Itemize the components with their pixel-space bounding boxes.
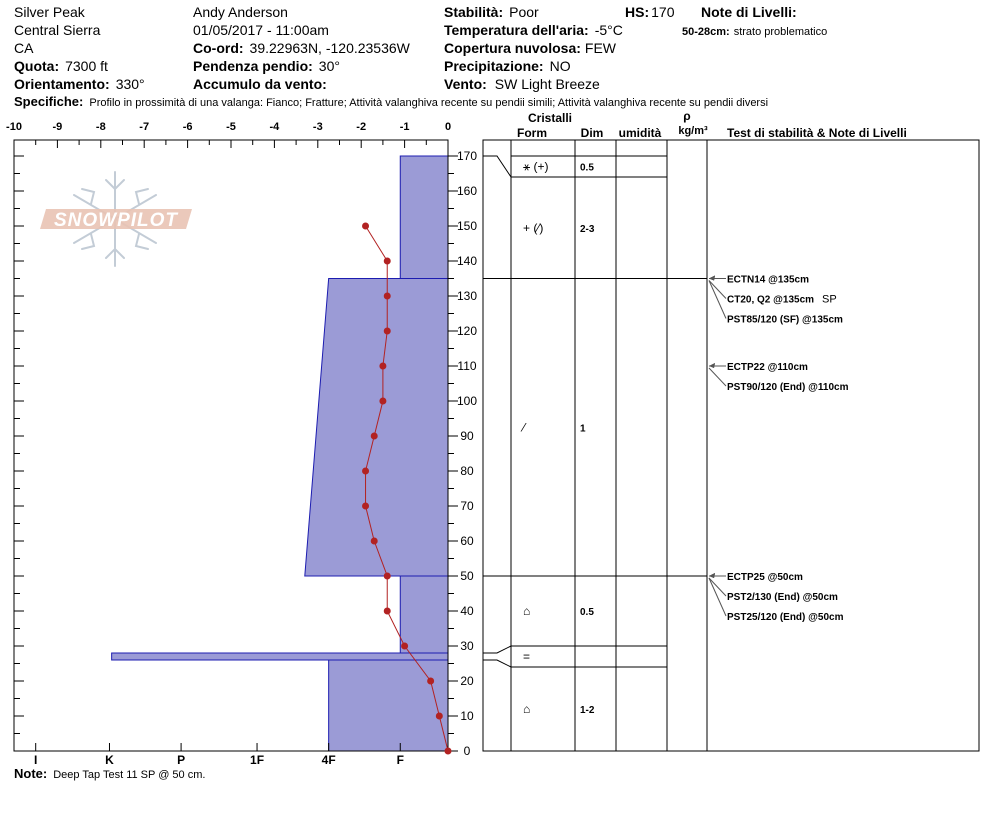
svg-text:Temperatura dell'aria:-5°C: [444, 22, 623, 38]
svg-text:Accumulo da vento:: [193, 76, 327, 92]
wind-label: Vento:: [444, 76, 487, 92]
height-tick-label: 160: [456, 184, 478, 198]
col-header-density-unit: kg/m³: [678, 125, 708, 137]
height-tick-label: 150: [456, 219, 478, 233]
grain-form-symbol: =: [523, 649, 531, 664]
height-tick-label: 90: [460, 429, 474, 443]
col-header-dim: Dim: [580, 126, 604, 140]
layer-rows: [520, 160, 595, 717]
height-tick-label: 40: [460, 604, 474, 618]
test-connector: [709, 578, 726, 596]
note-text: Deep Tap Test 11 SP @ 50 cm.: [53, 769, 206, 781]
hardness-bar: [400, 576, 448, 653]
svg-text:Orientamento:330°: [14, 76, 145, 92]
grain-size: 1-2: [580, 705, 595, 716]
grain-size: 2-3: [580, 223, 595, 235]
state: CA: [14, 40, 34, 56]
datetime: 01/05/2017 - 11:00am: [193, 22, 329, 38]
hardness-axis-labels: [34, 753, 404, 767]
height-tick-label: 30: [460, 639, 474, 653]
height-tick-label: 10: [460, 709, 474, 723]
temperature-point: [427, 678, 434, 685]
test-connector: [709, 578, 726, 616]
header-layer-notes: [682, 4, 827, 38]
grain-size: 0.5: [580, 162, 594, 174]
height-axis-labels: [457, 149, 477, 758]
stability-test-extra: SP: [822, 293, 837, 306]
slope-value: 30°: [318, 58, 340, 74]
specifics-value: Profilo in prossimità di una valanga: Fianco; Fratture; Attività valanghiva recente su pendii simili; Attività valanghiva recente su pendii diversi: [89, 97, 769, 109]
hardness-tick-label: 4F: [321, 753, 336, 767]
height-tick-label: 140: [456, 254, 478, 268]
hardness-bar: [400, 156, 448, 279]
temperature-point: [384, 258, 391, 265]
temperature-point: [401, 643, 408, 650]
hardness-tick-label: 1F: [250, 753, 265, 767]
layer-notes-label: Note di Livelli:: [701, 4, 797, 20]
grain-form-symbol: + (⁄): [523, 220, 544, 235]
height-tick-label: 50: [460, 569, 474, 583]
temperature-point: [445, 748, 452, 755]
height-tick-label: 60: [460, 534, 474, 548]
stability-test-label: ECTN14 @135cm: [727, 274, 810, 286]
col-header-umidita: umidità: [618, 126, 662, 140]
temperature-point: [379, 363, 386, 370]
temp-tick-label: -8: [95, 121, 106, 133]
layer-connector: [483, 660, 511, 667]
wind-value: SW Light Breeze: [494, 76, 600, 92]
note-row: [14, 766, 205, 781]
table-frame: [483, 140, 979, 751]
col-header-tests: Test di stabilità & Note di Livelli: [727, 126, 907, 140]
temperature-point: [384, 293, 391, 300]
svg-text:50-28cm:strato problematico: [682, 26, 827, 38]
elevation-label: Quota:: [14, 58, 60, 74]
specifics-label: Specifiche:: [14, 94, 84, 109]
slope-label: Pendenza pendio:: [193, 58, 313, 74]
range: Central Sierra: [14, 22, 101, 38]
precip-value: NO: [549, 58, 571, 74]
height-tick-label: 110: [457, 359, 477, 373]
grain-size: 0.5: [580, 607, 594, 618]
temp-tick-label: 0: [444, 121, 452, 133]
observer: Andy Anderson: [193, 4, 288, 20]
sky-label: Copertura nuvolosa:: [444, 40, 581, 56]
temperature-point: [362, 223, 369, 230]
air-temp-label: Temperatura dell'aria:: [444, 22, 589, 38]
location: Silver Peak: [14, 4, 85, 20]
temp-tick-label: -9: [52, 121, 63, 133]
header-weather-info: [444, 4, 675, 92]
hardness-bar: [329, 660, 448, 751]
temperature-point: [384, 573, 391, 580]
test-connector: [709, 281, 726, 299]
svg-text:Pendenza pendio:30°: [193, 58, 340, 74]
air-temp-value: -5°C: [594, 22, 623, 38]
temperature-point: [384, 608, 391, 615]
aspect-value: 330°: [115, 76, 145, 92]
hardness-bar: [112, 653, 448, 660]
test-connector: [709, 281, 726, 319]
stability-test-label: ECTP22 @110cm: [727, 362, 808, 373]
stability-tests: [709, 275, 849, 624]
stability-label: Stabilità:: [444, 4, 504, 20]
hardness-temperature-plot: [14, 140, 458, 755]
temperature-axis-labels: [6, 121, 451, 133]
layer-connector: [483, 156, 511, 177]
svg-text:Stabilità:Poor: [444, 4, 539, 20]
height-tick-label: 100: [456, 394, 478, 408]
temperature-point: [362, 503, 369, 510]
grain-form-symbol: ⌂: [523, 702, 531, 716]
height-tick-label: 120: [456, 324, 478, 338]
grain-form-symbol: ⌂: [523, 604, 531, 618]
snowpilot-logo: [40, 172, 192, 266]
header-observer-info: [193, 4, 411, 92]
stability-value: Poor: [509, 4, 539, 20]
layer-notes-text: strato problematico: [733, 26, 828, 38]
layer-boundaries: [483, 156, 707, 667]
note-label: Note:: [14, 766, 48, 781]
svg-text:Co-ord:39.22963N, -120.23536W: [193, 40, 411, 56]
height-tick-label: 0: [463, 744, 471, 758]
temp-tick-label: -4: [269, 121, 280, 133]
stability-test-label: PST25/120 (End) @50cm: [727, 612, 844, 623]
stability-test-label: PST2/130 (End) @50cm: [727, 592, 838, 603]
grain-form-symbol: ⚹ (+): [523, 159, 549, 174]
temp-tick-label: -10: [6, 121, 22, 133]
stability-test-label: PST85/120 (SF) @135cm: [727, 314, 843, 326]
hs-value: 170: [651, 4, 675, 20]
svg-text:Vento:SW Light Breeze: [444, 76, 600, 92]
aspect-label: Orientamento:: [14, 76, 110, 92]
svg-text:HS:170: [625, 4, 675, 20]
specifics-row: [14, 94, 768, 109]
sky-value: FEW: [584, 40, 617, 56]
stability-test-label: PST90/120 (End) @110cm: [727, 382, 849, 393]
temperature-point: [371, 538, 378, 545]
coord-label: Co-ord:: [193, 40, 244, 56]
hardness-tick-label: I: [34, 753, 38, 767]
temperature-point: [436, 713, 443, 720]
col-header-cristalli: Cristalli: [527, 111, 573, 125]
grain-size: 1: [580, 423, 586, 435]
svg-text:Quota:7300 ft: [14, 58, 108, 74]
height-tick-label: 170: [456, 149, 478, 163]
height-tick-label: 20: [460, 674, 474, 688]
temp-tick-label: -3: [312, 121, 323, 133]
layer-connector: [483, 646, 511, 653]
logo-text: SNOWPILOT: [53, 210, 179, 231]
hardness-tick-label: K: [105, 753, 114, 767]
hardness-tick-label: P: [177, 753, 186, 767]
hardness-bars: [112, 156, 448, 751]
stability-test-label: CT20, Q2 @135cm SP: [727, 293, 837, 306]
col-header-form: Form: [517, 126, 547, 140]
hs-label: HS:: [625, 4, 650, 20]
temperature-point: [371, 433, 378, 440]
grain-form-symbol: ⁄: [523, 420, 526, 435]
svg-text:Precipitazione:NO: [444, 58, 571, 74]
temp-tick-label: -5: [226, 121, 236, 133]
test-connector: [709, 368, 726, 386]
height-tick-label: 70: [460, 499, 474, 513]
stability-test-label: ECTP25 @50cm: [727, 572, 803, 583]
height-tick-label: 80: [460, 464, 474, 478]
temperature-point: [379, 398, 386, 405]
temperature-point: [384, 328, 391, 335]
coord-value: 39.22963N, -120.23536W: [249, 40, 410, 56]
precip-label: Precipitazione:: [444, 58, 544, 74]
height-tick-label: 130: [456, 289, 478, 303]
svg-text:Copertura nuvolosa:FEW: [444, 40, 617, 56]
temperature-point: [362, 468, 369, 475]
layer-table: [483, 109, 979, 751]
col-header-rho: ρ: [683, 109, 691, 123]
temp-tick-label: -2: [356, 121, 367, 133]
hardness-tick-label: F: [396, 753, 404, 767]
temp-tick-label: -1: [399, 121, 410, 133]
temp-tick-label: -7: [139, 121, 150, 133]
elevation-value: 7300 ft: [65, 58, 108, 74]
header-site-info: [14, 4, 145, 92]
temp-tick-label: -6: [182, 121, 193, 133]
layer-notes-range: 50-28cm:: [682, 26, 730, 38]
wind-loading-label: Accumulo da vento:: [193, 76, 327, 92]
